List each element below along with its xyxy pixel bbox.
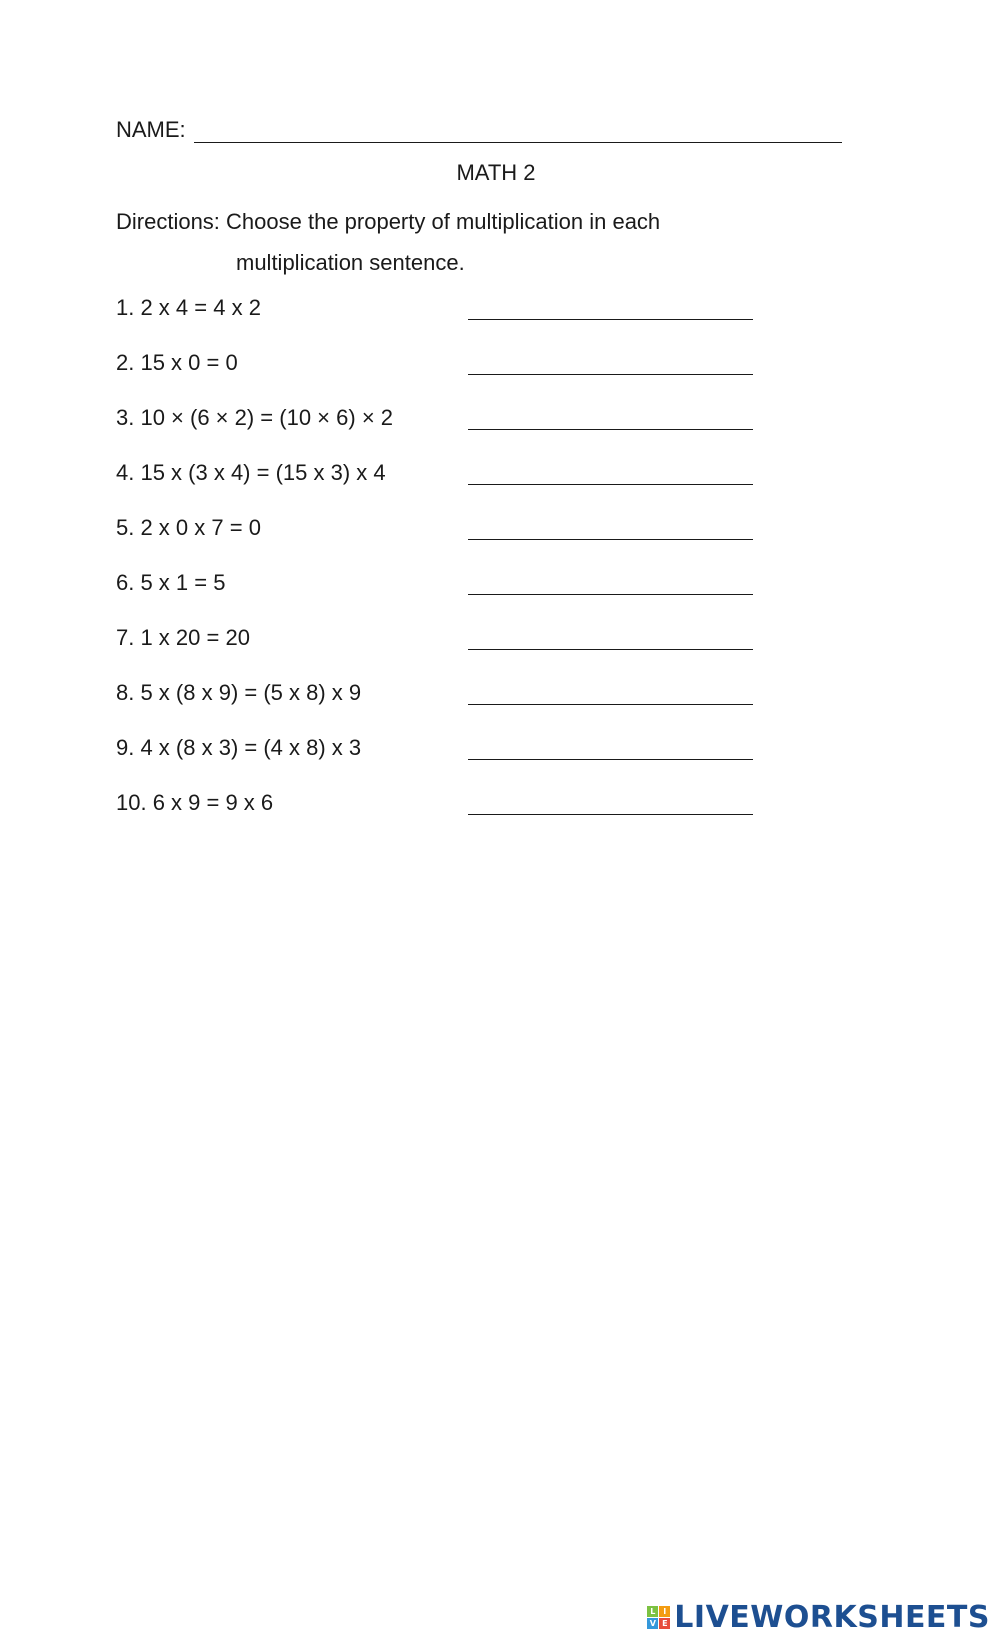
question-text: 10. 6 x 9 = 9 x 6 bbox=[116, 790, 274, 815]
question-item bbox=[116, 405, 756, 460]
answer-blank[interactable] bbox=[468, 374, 753, 375]
question-item bbox=[116, 570, 756, 625]
question-item bbox=[116, 790, 756, 845]
liveworksheets-logo bbox=[647, 1600, 990, 1635]
answer-blank[interactable] bbox=[468, 594, 753, 595]
title-text: MATH 2 bbox=[456, 160, 536, 185]
question-item bbox=[116, 515, 756, 570]
question-text: 4. 15 x (3 x 4) = (15 x 3) x 4 bbox=[116, 460, 386, 485]
directions bbox=[116, 201, 816, 283]
answer-blank[interactable] bbox=[468, 814, 753, 815]
answer-blank[interactable] bbox=[468, 319, 753, 320]
logo-letter: V bbox=[647, 1618, 658, 1629]
name-row bbox=[116, 117, 842, 143]
question-item bbox=[116, 350, 756, 405]
directions-line-1: Directions: Choose the property of multiplication in each bbox=[116, 209, 661, 234]
question-text: 3. 10 × (6 × 2) = (10 × 6) × 2 bbox=[116, 405, 394, 430]
question-item bbox=[116, 460, 756, 515]
logo-letter: E bbox=[659, 1618, 670, 1629]
question-item bbox=[116, 680, 756, 735]
answer-blank[interactable] bbox=[468, 704, 753, 705]
logo-letter: L bbox=[647, 1606, 658, 1617]
question-list bbox=[116, 295, 756, 845]
logo-icon bbox=[647, 1606, 670, 1629]
logo-text: LIVEWORKSHEETS bbox=[674, 1600, 990, 1635]
question-text: 1. 2 x 4 = 4 x 2 bbox=[116, 295, 261, 320]
question-text: 8. 5 x (8 x 9) = (5 x 8) x 9 bbox=[116, 680, 362, 705]
answer-blank[interactable] bbox=[468, 429, 753, 430]
question-item bbox=[116, 625, 756, 680]
question-text: 7. 1 x 20 = 20 bbox=[116, 625, 250, 650]
answer-blank[interactable] bbox=[468, 539, 753, 540]
question-text: 9. 4 x (8 x 3) = (4 x 8) x 3 bbox=[116, 735, 362, 760]
question-item bbox=[116, 735, 756, 790]
name-label: NAME: bbox=[116, 117, 186, 142]
question-text: 2. 15 x 0 = 0 bbox=[116, 350, 238, 375]
directions-line-2: multiplication sentence. bbox=[236, 250, 465, 275]
question-text: 5. 2 x 0 x 7 = 0 bbox=[116, 515, 261, 540]
question-text: 6. 5 x 1 = 5 bbox=[116, 570, 226, 595]
worksheet-title bbox=[0, 160, 1000, 186]
answer-blank[interactable] bbox=[468, 649, 753, 650]
logo-letter: I bbox=[659, 1606, 670, 1617]
answer-blank[interactable] bbox=[468, 484, 753, 485]
answer-blank[interactable] bbox=[468, 759, 753, 760]
question-item bbox=[116, 295, 756, 350]
name-input-line[interactable] bbox=[194, 118, 842, 143]
